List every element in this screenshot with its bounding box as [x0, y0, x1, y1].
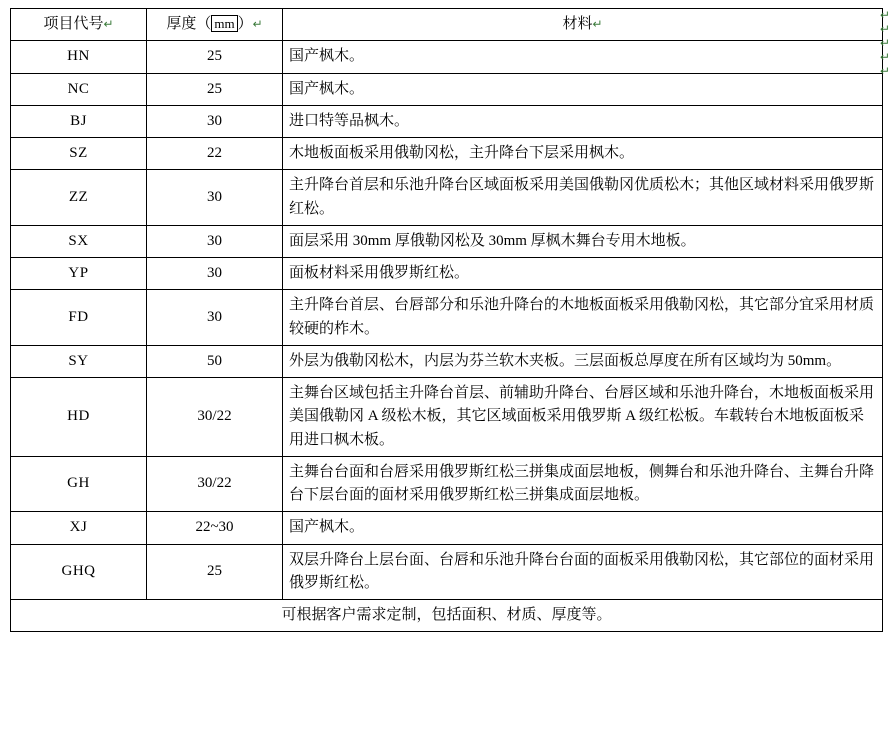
cell-code: NC — [11, 73, 147, 105]
cell-thickness: 22~30 — [147, 512, 283, 544]
cell-thickness: 25 — [147, 41, 283, 73]
cell-thickness: 25 — [147, 544, 283, 600]
pilcrow-mark: ↵ — [252, 17, 263, 31]
header-material-label: 材料 — [562, 16, 593, 32]
cell-code: SZ — [11, 138, 147, 170]
cell-material: 外层为俄勒冈松木，内层为芬兰软木夹板。三层面板总厚度在所有区域均为 50mm。 — [283, 345, 883, 377]
header-thickness-pre: 厚度（ — [166, 16, 212, 32]
cell-material: 面板材料采用俄罗斯红松。 — [283, 258, 883, 290]
table-row — [11, 456, 883, 512]
cell-code: BJ — [11, 105, 147, 137]
cell-code: HD — [11, 378, 147, 457]
cell-code: XJ — [11, 512, 147, 544]
cell-thickness: 22 — [147, 138, 283, 170]
cell-thickness: 30 — [147, 170, 283, 226]
cell-thickness: 30 — [147, 225, 283, 257]
table-row — [11, 512, 883, 544]
cell-material: 国产枫木。 — [283, 512, 883, 544]
table-row — [11, 41, 883, 73]
table-row — [11, 345, 883, 377]
cell-thickness: 50 — [147, 345, 283, 377]
cell-thickness: 30 — [147, 290, 283, 346]
cell-code: GH — [11, 456, 147, 512]
header-thickness-unit: mm — [211, 15, 237, 32]
header-cell-code — [11, 9, 147, 41]
header-cell-thickness — [147, 9, 283, 41]
material-spec-table — [10, 8, 883, 632]
table-footnote-row — [11, 600, 883, 632]
paragraph-mark: ↵ — [880, 64, 891, 78]
pilcrow-mark: ↵ — [592, 17, 603, 31]
table-row — [11, 258, 883, 290]
cell-thickness: 30 — [147, 258, 283, 290]
table-row — [11, 225, 883, 257]
paragraph-mark: ↵ — [880, 50, 891, 64]
cell-material: 国产枫木。 — [283, 41, 883, 73]
paragraph-mark: ↵ — [880, 36, 891, 50]
cell-material: 主升降台首层、台唇部分和乐池升降台的木地板面板采用俄勒冈松，其它部分宜采用材质较硬的柞木。 — [283, 290, 883, 346]
cell-code: SX — [11, 225, 147, 257]
pilcrow-mark: ↵ — [103, 17, 114, 31]
cell-material: 进口特等品枫木。 — [283, 105, 883, 137]
table-body — [11, 9, 883, 632]
table-row — [11, 290, 883, 346]
header-cell-material — [283, 9, 883, 41]
cell-material: 木地板面板采用俄勒冈松，主升降台下层采用枫木。 — [283, 138, 883, 170]
paragraph-mark: ↵ — [880, 22, 891, 36]
cell-material: 主舞台台面和台唇采用俄罗斯红松三拼集成面层地板，侧舞台和乐池升降台、主舞台升降台下层台面的面材采用俄罗斯红松三拼集成面层地板。 — [283, 456, 883, 512]
cell-thickness: 30/22 — [147, 378, 283, 457]
cell-code: YP — [11, 258, 147, 290]
cell-material: 主升降台首层和乐池升降台区域面板采用美国俄勒冈优质松木；其他区域材料采用俄罗斯红松。 — [283, 170, 883, 226]
cell-code: FD — [11, 290, 147, 346]
table-row — [11, 170, 883, 226]
table-row — [11, 105, 883, 137]
cell-code: ZZ — [11, 170, 147, 226]
table-row — [11, 544, 883, 600]
table-row — [11, 138, 883, 170]
cell-material: 双层升降台上层台面、台唇和乐池升降台台面的面板采用俄勒冈松，其它部位的面材采用俄罗斯红松。 — [283, 544, 883, 600]
cell-material: 国产枫木。 — [283, 73, 883, 105]
cell-material: 主舞台区域包括主升降台首层、前辅助升降台、台唇区域和乐池升降台，木地板面板采用美国俄勒冈 A 级松木板，其它区域面板采用俄罗斯 A 级红松板。车载转台木地板面板采用进口枫木板。 — [283, 378, 883, 457]
paragraph-mark: ↵ — [880, 8, 891, 22]
cell-code: SY — [11, 345, 147, 377]
cell-thickness: 30 — [147, 105, 283, 137]
cell-code: GHQ — [11, 544, 147, 600]
cell-thickness: 30/22 — [147, 456, 283, 512]
table-row — [11, 73, 883, 105]
cell-material: 面层采用 30mm 厚俄勒冈松及 30mm 厚枫木舞台专用木地板。 — [283, 225, 883, 257]
footnote-cell: 可根据客户需求定制，包括面积、材质、厚度等。 — [11, 600, 883, 632]
cell-code: HN — [11, 41, 147, 73]
table-row — [11, 378, 883, 457]
header-thickness-post: ） — [237, 16, 253, 32]
header-code-label: 项目代号 — [43, 16, 104, 32]
cell-thickness: 25 — [147, 73, 283, 105]
table-header-row — [11, 9, 883, 41]
paragraph-marks-column — [880, 8, 892, 78]
